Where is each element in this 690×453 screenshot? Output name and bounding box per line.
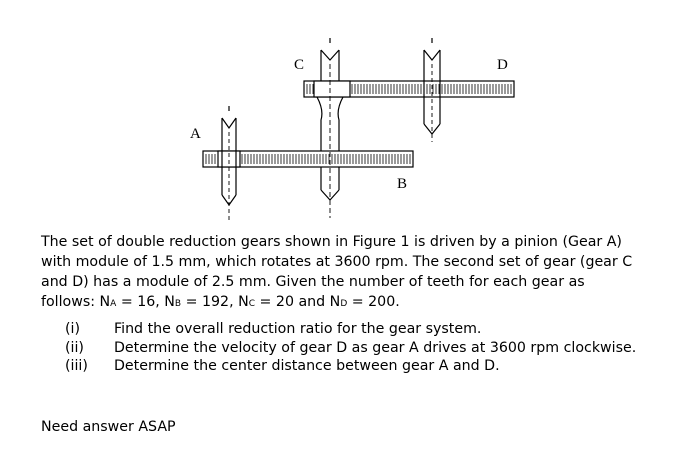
footer-note: Need answer ASAP: [41, 419, 176, 435]
problem-line: and D) has a module of 2.5 mm. Given the number of teeth for each gear as: [41, 274, 585, 290]
question-text: Find the overall reduction ratio for the gear system.: [114, 321, 482, 337]
shaft-bc: [317, 38, 343, 218]
subscript-d: D: [340, 299, 348, 309]
subscript-c: C: [248, 299, 256, 309]
question-number: (i): [65, 321, 81, 337]
subscript-a: A: [110, 299, 117, 309]
gear-c: [314, 81, 350, 97]
question-number: (iii): [65, 358, 88, 374]
problem-line: with module of 1.5 mm, which rotates at 3600 rpm. The second set of gear (gear C: [41, 254, 633, 270]
gear-d-label: D: [497, 57, 508, 73]
question-number: (ii): [65, 339, 84, 356]
gear-b-label: B: [397, 176, 408, 192]
gear-c-label: C: [294, 57, 305, 73]
subscript-b: B: [174, 299, 182, 309]
gear-a-label: A: [190, 126, 201, 142]
problem-line-teeth: follows: NA = 16, NB = 192, NC = 20 and ND = 200.: [41, 294, 400, 310]
question-text: Determine the center distance between gear A and D.: [114, 358, 500, 374]
shaft-d: [424, 38, 440, 142]
question-text: Determine the velocity of gear D as gear A drives at 3600 rpm clockwise.: [114, 339, 637, 356]
problem-statement: [41, 232, 671, 314]
problem-line: The set of double reduction gears shown in Figure 1 is driven by a pinion (Gear A): [41, 234, 622, 250]
